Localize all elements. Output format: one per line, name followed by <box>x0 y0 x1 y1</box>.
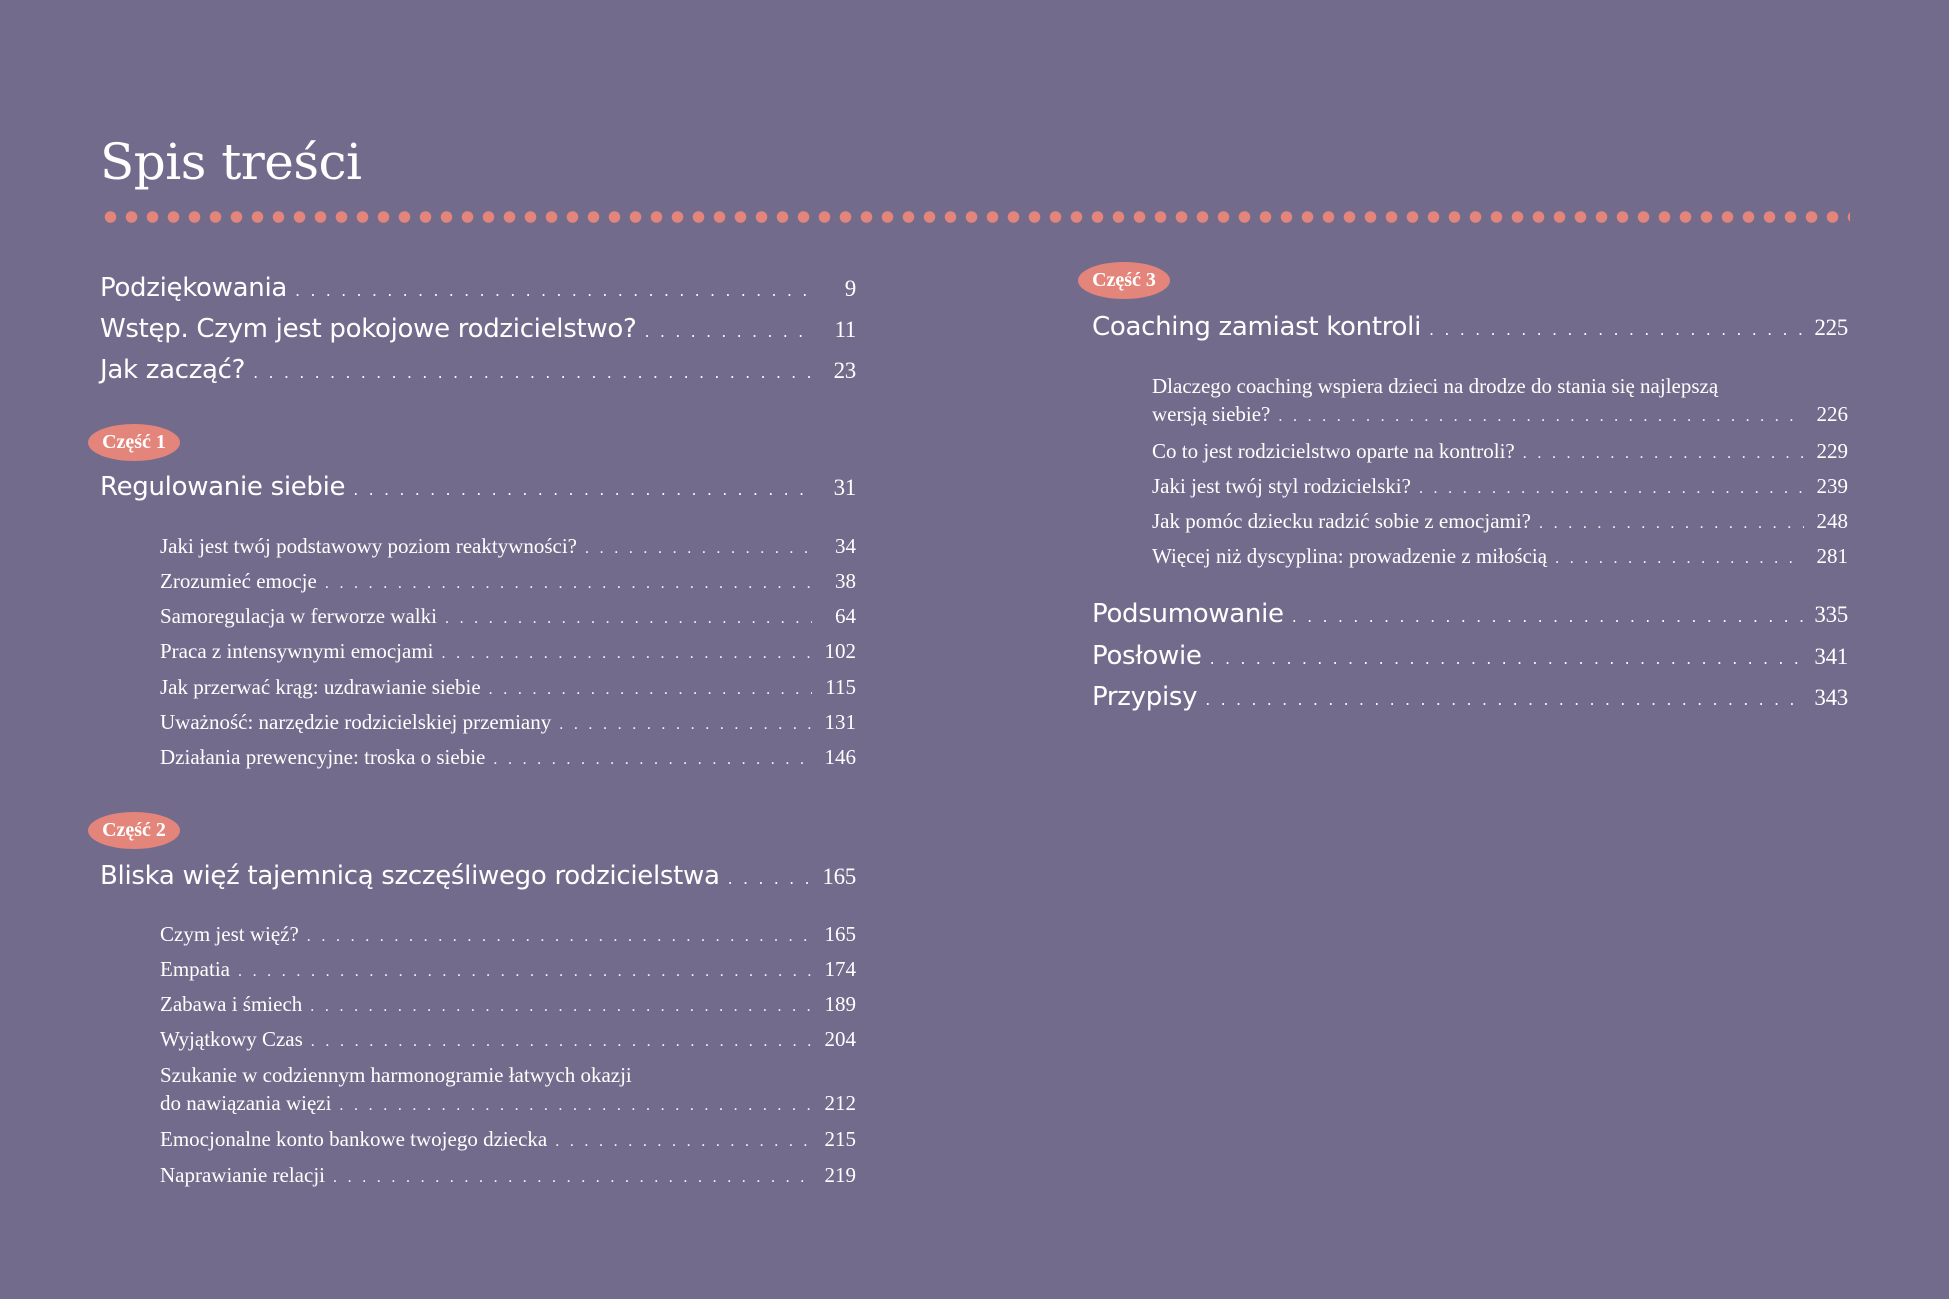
entry-page-number: 165 <box>824 922 856 946</box>
toc-chapter[interactable] <box>160 708 856 739</box>
dot-leader <box>1539 510 1804 538</box>
entry-page-number: 229 <box>1816 439 1848 463</box>
dot-leader <box>644 315 812 349</box>
dot-leader <box>339 1092 812 1120</box>
entry-label: Empatia <box>160 957 230 981</box>
dot-leader <box>555 1128 812 1156</box>
toc-chapter[interactable] <box>1152 400 1848 431</box>
dot-leader <box>333 1164 812 1192</box>
entry-label: Coaching zamiast kontroli <box>1092 312 1421 342</box>
entry-page-number: 248 <box>1816 509 1848 533</box>
toc-chapter[interactable] <box>1152 472 1848 503</box>
entry-page-number: 204 <box>824 1027 856 1051</box>
dot-leader <box>1419 475 1804 503</box>
part-2-badge: Część 2 <box>88 812 180 849</box>
toc-chapter[interactable] <box>160 1089 856 1120</box>
toc-chapter[interactable] <box>160 1161 856 1192</box>
dot-leader <box>1292 600 1804 634</box>
dot-leader <box>559 711 812 739</box>
entry-page-number: 225 <box>1814 315 1848 340</box>
entry-label: wersją siebie? <box>1152 402 1271 426</box>
entry-label: Co to jest rodzicielstwo oparte na kontroli? <box>1152 439 1515 463</box>
toc-chapter[interactable] <box>160 637 856 668</box>
toc-chapter[interactable] <box>160 1025 856 1056</box>
dot-leader <box>1429 313 1804 347</box>
toc-part-1-title[interactable] <box>100 470 856 507</box>
toc-chapter[interactable] <box>160 602 856 633</box>
toc-chapter[interactable] <box>160 955 856 986</box>
entry-label: Jak przerwać krąg: uzdrawianie siebie <box>160 675 481 699</box>
entry-label: do nawiązania więzi <box>160 1091 332 1115</box>
entry-label: Naprawianie relacji <box>160 1163 325 1187</box>
toc-chapter[interactable] <box>160 920 856 951</box>
entry-page-number: 239 <box>1816 474 1848 498</box>
entry-label: Bliska więź tajemnicą szczęśliwego rodzicielstwa <box>100 861 720 891</box>
entry-label: Emocjonalne konto bankowe twojego dziecka <box>160 1127 548 1151</box>
dotted-divider <box>100 211 1850 223</box>
entry-label: Jaki jest twój styl rodzicielski? <box>1152 474 1411 498</box>
toc-chapter-two-line[interactable] <box>1152 372 1848 431</box>
entry-label: Praca z intensywnymi emocjami <box>160 639 434 663</box>
entry-page-number: 38 <box>835 569 856 593</box>
toc-entry-summary[interactable] <box>1092 597 1848 634</box>
entry-page-number: 23 <box>833 358 856 383</box>
toc-chapter[interactable] <box>160 532 856 563</box>
entry-page-number: 219 <box>824 1163 856 1187</box>
entry-page-number: 174 <box>824 957 856 981</box>
dot-leader <box>307 923 812 951</box>
entry-label: Zrozumieć emocje <box>160 569 317 593</box>
entry-label: Jak pomóc dziecku radzić sobie z emocjami? <box>1152 509 1532 533</box>
entry-page-number: 165 <box>822 864 856 889</box>
dot-leader <box>585 535 812 563</box>
entry-label: Wstęp. Czym jest pokojowe rodzicielstwo? <box>100 314 637 344</box>
entry-page-number: 226 <box>1816 402 1848 426</box>
toc-entry-introduction[interactable] <box>100 312 856 349</box>
entry-page-number: 31 <box>833 475 856 500</box>
entry-label: Wyjątkowy Czas <box>160 1027 303 1051</box>
toc-part-2-title[interactable] <box>100 859 856 896</box>
entry-page-number: 343 <box>1814 685 1848 710</box>
dot-leader <box>310 993 812 1021</box>
toc-chapter[interactable] <box>1152 437 1848 468</box>
entry-label: Regulowanie siebie <box>100 472 346 502</box>
entry-label: Samoregulacja w ferworze walki <box>160 604 437 628</box>
entry-page-number: 34 <box>835 534 856 558</box>
dot-leader <box>253 356 812 390</box>
entry-page-number: 115 <box>825 675 856 699</box>
toc-chapter[interactable] <box>1152 542 1848 573</box>
dot-leader <box>325 570 812 598</box>
dot-leader <box>493 746 812 774</box>
dot-leader <box>445 605 812 633</box>
dot-leader <box>1210 642 1804 676</box>
part-3-badge: Część 3 <box>1078 262 1170 299</box>
entry-label: Podziękowania <box>100 273 287 303</box>
toc-chapter[interactable] <box>160 990 856 1021</box>
entry-page-number: 146 <box>824 745 856 769</box>
entry-page-number: 281 <box>1816 544 1848 568</box>
dot-leader <box>1278 403 1804 431</box>
entry-label-line1: Dlaczego coaching wspiera dzieci na drodze do stania się najlepszą <box>1152 374 1719 398</box>
toc-chapter[interactable] <box>160 567 856 598</box>
toc-entry-footnotes[interactable] <box>1092 680 1848 717</box>
page-title: Spis treści <box>100 133 362 191</box>
dot-leader <box>295 274 812 308</box>
entry-page-number: 341 <box>1814 644 1848 669</box>
dot-leader <box>311 1028 812 1056</box>
dot-leader <box>442 640 812 668</box>
entry-label: Posłowie <box>1092 641 1202 671</box>
toc-chapter-two-line[interactable] <box>160 1061 856 1120</box>
entry-page-number: 11 <box>834 317 856 342</box>
entry-label: Czym jest więź? <box>160 922 299 946</box>
dot-leader <box>728 862 812 896</box>
entry-label: Zabawa i śmiech <box>160 992 303 1016</box>
entry-page-number: 102 <box>824 639 856 663</box>
dot-leader <box>1523 440 1804 468</box>
part-1-badge: Część 1 <box>88 424 180 461</box>
dot-leader <box>238 958 812 986</box>
dot-leader <box>1205 683 1804 717</box>
toc-chapter[interactable] <box>160 673 856 704</box>
entry-page-number: 131 <box>824 710 856 734</box>
entry-page-number: 64 <box>835 604 856 628</box>
toc-part-3-title[interactable] <box>1092 310 1848 347</box>
toc-entry-acknowledgements[interactable] <box>100 271 856 308</box>
entry-page-number: 215 <box>824 1127 856 1151</box>
entry-label: Więcej niż dyscyplina: prowadzenie z miłością <box>1152 544 1548 568</box>
toc-chapter[interactable] <box>1152 507 1848 538</box>
entry-label: Przypisy <box>1092 682 1198 712</box>
entry-page-number: 9 <box>844 276 856 301</box>
dot-leader <box>353 473 812 507</box>
dot-leader <box>1555 545 1804 573</box>
toc-entry-afterword[interactable] <box>1092 639 1848 676</box>
toc-chapter[interactable] <box>160 1125 856 1156</box>
entry-page-number: 189 <box>824 992 856 1016</box>
entry-page-number: 335 <box>1814 602 1848 627</box>
dot-leader <box>489 676 812 704</box>
entry-label: Działania prewencyjne: troska o siebie <box>160 745 486 769</box>
entry-page-number: 212 <box>824 1091 856 1115</box>
entry-label: Jaki jest twój podstawowy poziom reaktywności? <box>160 534 578 558</box>
entry-label: Podsumowanie <box>1092 599 1284 629</box>
entry-label-line1: Szukanie w codziennym harmonogramie łatwych okazji <box>160 1063 632 1087</box>
entry-label: Uważność: narzędzie rodzicielskiej przemiany <box>160 710 552 734</box>
toc-entry-getting-started[interactable] <box>100 353 856 390</box>
entry-label: Jak zacząć? <box>100 355 246 385</box>
toc-chapter[interactable] <box>160 743 856 774</box>
